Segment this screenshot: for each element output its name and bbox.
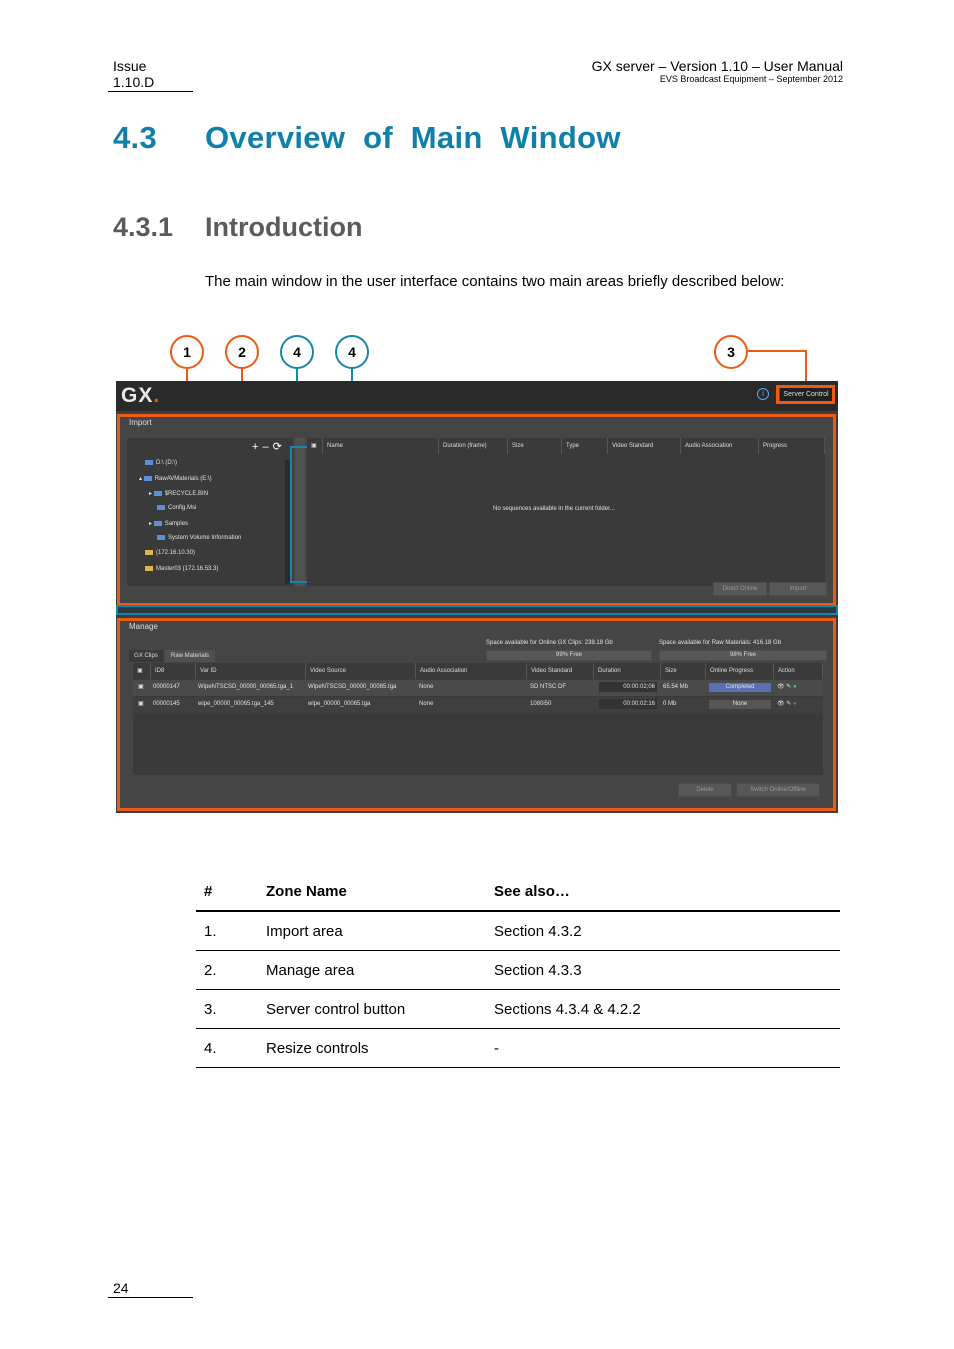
issue-value: 1.10.D [113,74,155,90]
import-area-highlight [117,414,836,606]
col-progress[interactable]: Progress [759,438,825,454]
cell-zone-name: Import area [258,911,486,951]
tree-item-label: D:\ (D:\) [156,460,177,467]
gx-main-window-screenshot [116,381,838,813]
col-online-progress[interactable]: Online Progress [706,663,774,679]
footer-rule [108,1297,193,1298]
col-action[interactable]: Action [774,663,823,679]
cell-var-id: WipeNTSCSD_00000_00065.tga_1 [198,684,294,690]
import-button[interactable]: Import [769,582,827,596]
tree-item[interactable]: ▴ RawAVMaterials (E:\) [139,476,212,482]
callout-2: 2 [225,335,259,369]
space-online-label: Space available for Online GX Clips: 238.18 Gb [486,640,613,646]
page-number: 24 [113,1280,129,1296]
tab-raw-materials[interactable]: Raw Materials [165,650,215,662]
cell-see-also: Sections 4.3.4 & 4.2.2 [486,990,840,1029]
table-row [196,951,840,990]
col-name[interactable]: Name [323,438,439,454]
logo-text: GX [121,384,154,407]
cell-id8: 00000145 [153,701,180,707]
cell-duration: 00:00:02;06 [599,682,657,692]
callout-3-line-h [748,350,806,352]
cell-size: 0 Mb [663,701,677,707]
col-audio-association[interactable]: Audio Association [416,663,527,679]
publisher-line: EVS Broadcast Equipment – September 2012 [659,74,843,84]
cell-size: 65.54 Mb [663,684,689,690]
cell-zone-name: Manage area [258,951,486,990]
cell-video-source: WipeNTSCSD_00000_00065.tga [308,684,397,690]
cell-online-progress: None [709,700,771,709]
table-row [196,990,840,1029]
tree-item-label: Master03 (172.16.53.3) [156,566,219,573]
col-var-id[interactable]: Var ID [196,663,306,679]
section-number: 4.3 [113,120,157,155]
table-row [196,1029,840,1068]
section-title: Overview of Main Window [205,120,621,155]
cell-video-standard: 1080i50 [530,701,552,707]
tree-item-label: (172.16.10.30) [156,550,196,557]
cell-number: 3. [196,990,258,1029]
add-icon[interactable]: + [252,441,263,453]
space-online-bar: 99% Free [486,650,652,661]
resize-control-highlight-horizontal [116,605,838,615]
manual-title: GX server – Version 1.10 – User Manual [591,58,843,74]
remove-icon[interactable]: – [262,441,273,453]
callout-1: 1 [170,335,204,369]
table-header-row [196,877,840,911]
select-all-checkbox[interactable]: ▣ [133,663,151,679]
space-raw-bar: 98% Free [659,650,827,661]
info-icon[interactable]: i [757,388,769,400]
row-checkbox[interactable]: ▣ [138,684,144,690]
manage-title: Manage [129,622,158,631]
subsection-title: Introduction [205,212,363,242]
cell-see-also: Section 4.3.3 [486,951,840,990]
cell-zone-name: Resize controls [258,1029,486,1068]
col-size[interactable]: Size [661,663,706,679]
empty-message: No sequences available in the current folder... [493,506,615,512]
import-title: Import [129,418,152,427]
cell-id8: 00000147 [153,684,180,690]
status-offline-icon: ● [793,701,797,707]
tree-item-label: Config.Msi [168,505,197,512]
intro-paragraph: The main window in the user interface contains two main areas briefly described below: [205,273,785,290]
cell-see-also: Section 4.3.2 [486,911,840,951]
col-audio-association[interactable]: Audio Association [681,438,759,454]
cell-zone-name: Server control button [258,990,486,1029]
cell-audio: None [419,684,434,690]
space-raw-label: Space available for Raw Materials: 416.18 Gb [659,640,782,646]
issue-label: Issue [113,58,147,74]
col-id8[interactable]: ID8 [151,663,196,679]
server-control-button[interactable]: Server Control [779,387,833,403]
cell-audio: None [419,701,434,707]
subsection-heading [113,212,362,243]
switch-online-offline-button[interactable]: Switch Online/Offline [736,783,820,797]
app-topbar [116,381,838,411]
col-duration[interactable]: Duration [594,663,661,679]
callout-4a: 4 [280,335,314,369]
callout-3: 3 [714,335,748,369]
direct-online-button[interactable]: Direct Online [713,582,767,596]
section-heading [113,120,621,156]
header-right [592,58,843,85]
subsection-number: 4.3.1 [113,212,174,242]
gx-logo: GX. [121,384,161,407]
cell-online-progress: Completed [709,683,771,692]
cell-number: 1. [196,911,258,951]
header-see-also: See also… [486,877,840,911]
delete-button[interactable]: Delete [678,783,732,797]
col-size[interactable]: Size [508,438,562,454]
cell-number: 2. [196,951,258,990]
cell-number: 4. [196,1029,258,1068]
table-row [196,911,840,951]
view-icon[interactable]: 👁 [777,684,785,690]
cell-var-id: wipe_00000_00065.tga_145 [198,701,274,707]
server-control-highlight [776,385,835,404]
row-checkbox[interactable]: ▣ [138,701,144,707]
tree-item[interactable]: ▸ $RECYCLE.BIN [149,491,209,497]
manage-area-highlight [117,618,836,811]
cell-video-source: wipe_00000_00065.tga [308,701,371,707]
cell-see-also: - [486,1029,840,1068]
header-zone-name: Zone Name [258,877,486,911]
tree-item[interactable]: ▸ Samples [149,521,189,527]
col-video-standard[interactable]: Video Standard [608,438,681,454]
cell-duration: 00:00:02:16 [599,699,657,709]
status-online-icon: ● [793,684,797,690]
tree-item-label: System Volume Information [168,535,242,542]
edit-icon[interactable]: ✎ [786,684,792,690]
header-number: # [196,877,258,911]
callout-4b: 4 [335,335,369,369]
view-icon[interactable]: 👁 [777,701,785,707]
col-duration[interactable]: Duration (frame) [439,438,508,454]
tree-item-label: RawAVMaterials (E:\) [154,476,212,482]
issue-block [113,58,154,90]
refresh-icon[interactable]: ⟳ [272,441,286,453]
zones-table [196,877,840,1068]
tree-item-label: $RECYCLE.BIN [164,491,209,497]
col-type[interactable]: Type [562,438,608,454]
col-video-source[interactable]: Video Source [306,663,416,679]
tree-item-label: Samples [164,521,189,527]
cell-video-standard: SD NTSC DF [530,684,566,690]
col-video-standard[interactable]: Video Standard [527,663,594,679]
tab-gx-clips[interactable]: GX Clips [129,650,163,662]
header-rule [108,91,193,92]
edit-icon[interactable]: ✎ [786,701,792,707]
select-all-checkbox[interactable]: ▣ [307,438,323,454]
